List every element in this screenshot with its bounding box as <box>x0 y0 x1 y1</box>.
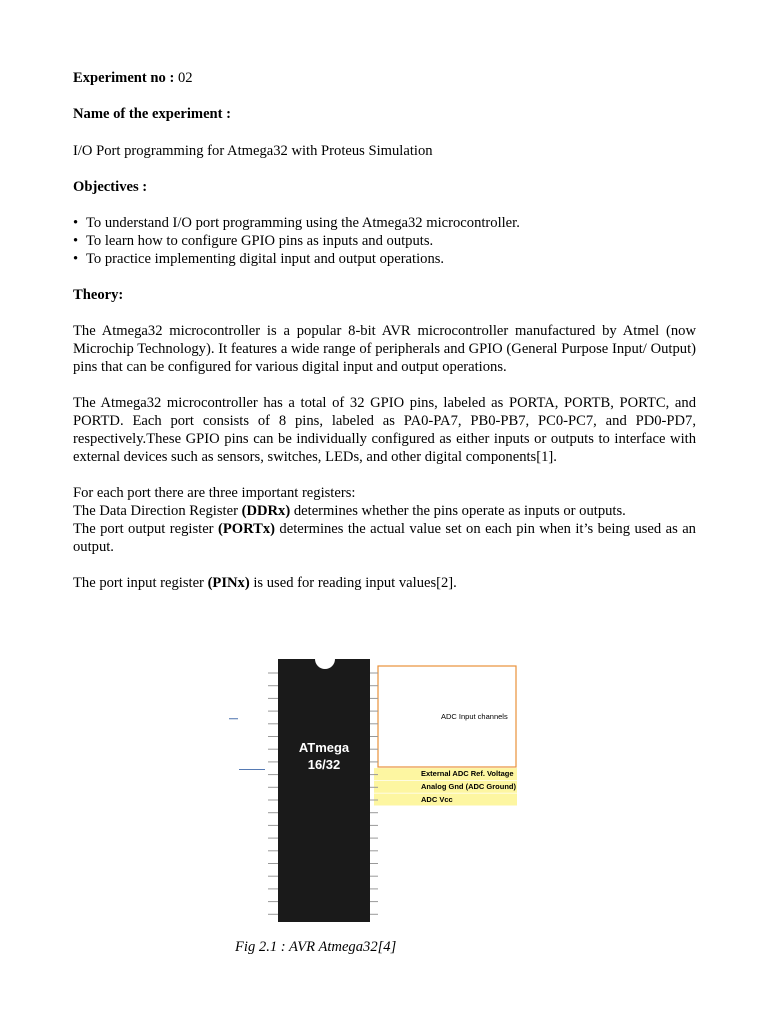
theory-paragraph-1: The Atmega32 microcontroller is a popular 8-bit AVR microcontroller manufactured by Atmel (now Microchip Technology). It features a wide range of peripherals and GPIO (General Purpose Input/ Output) pins that can be configured for various digital input and output operations. <box>73 323 696 375</box>
objective-item: • To understand I/O port programming using the Atmega32 microcontroller. <box>73 214 696 232</box>
chip-model: 16/32 <box>307 757 341 772</box>
pin-register-text: The port input register (PINx) is used for reading input values[2]. <box>73 575 457 591</box>
objective-item: • To practice implementing digital input and output operations. <box>73 250 696 268</box>
avcc-note: ADC Vcc <box>421 795 453 804</box>
objectives-heading: Objectives : <box>73 179 148 195</box>
theory-paragraph-2: The Atmega32 microcontroller has a total of 32 GPIO pins, labeled as PORTA, PORTB, PORTC, and PORTD. Each port consists of 8 pins, labeled as PA0-PA7, PB0-PB7, PC0-PC7, and PD0-PD7, respectively.These GPIO pins can be individually configured as either inputs or outputs to interface with external devices such as sensors, switches, LEDs, and other digital components[1]. <box>73 395 696 465</box>
name-heading: Name of the experiment : <box>73 106 232 122</box>
agnd-note: Analog Gnd (ADC Ground) <box>421 782 516 791</box>
experiment-title: I/O Port programming for Atmega32 with Proteus Simulation <box>73 143 433 159</box>
adc-input-channels-label: ADC Input channels <box>441 712 508 721</box>
registers-intro: For each port there are three important registers: <box>73 485 356 501</box>
figure-caption: Fig 2.1 : AVR Atmega32[4] <box>235 939 397 955</box>
chip-body <box>278 659 370 922</box>
ddr-register-text: The Data Direction Register (DDRx) determines whether the pins operate as inputs or outputs. <box>73 503 626 519</box>
objective-item: • To learn how to configure GPIO pins as inputs and outputs. <box>73 232 696 250</box>
aref-note: External ADC Ref. Voltage <box>421 769 514 778</box>
port-register-text: The port output register (PORTx) determines the actual value set on each pin when it’s being used as an output. <box>73 521 696 555</box>
theory-heading: Theory: <box>73 287 124 303</box>
chip-name: ATmega <box>298 740 350 755</box>
experiment-number: Experiment no : 02 <box>73 70 193 86</box>
